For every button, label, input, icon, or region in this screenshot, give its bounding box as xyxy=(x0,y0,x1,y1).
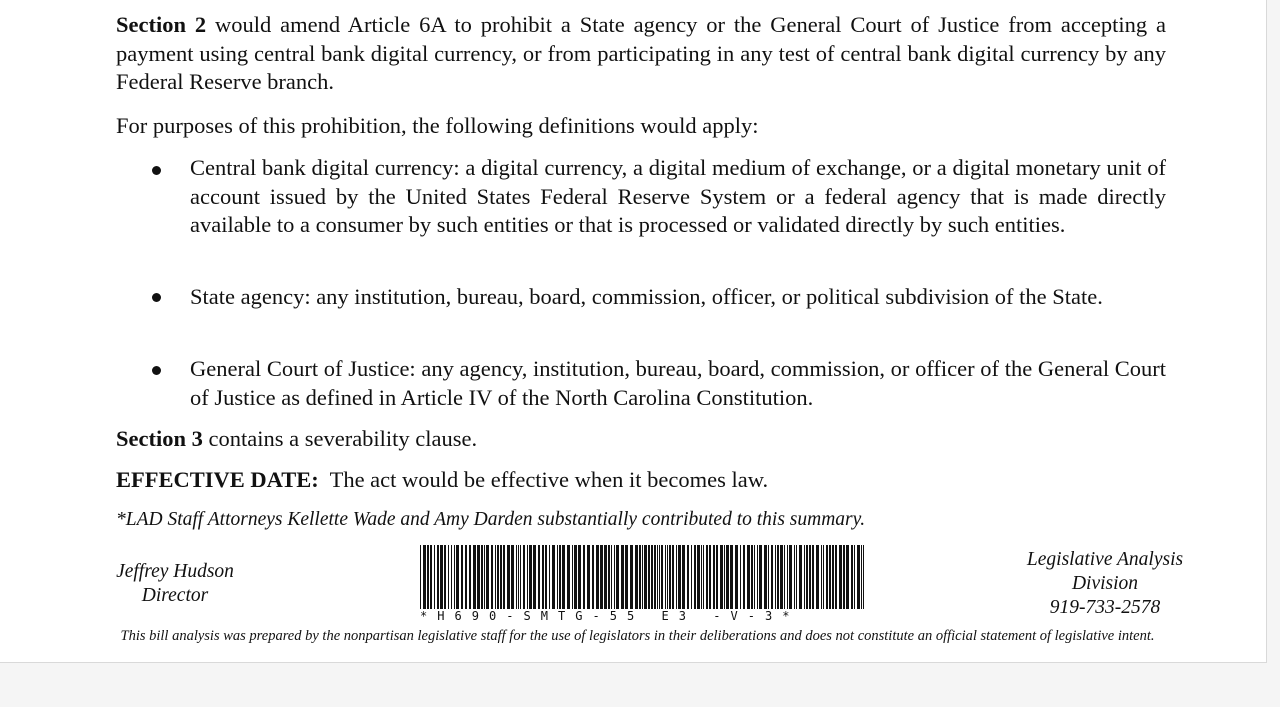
division-line1: Legislative Analysis xyxy=(1026,549,1184,570)
effective-date-paragraph xyxy=(116,466,1166,495)
footer-disclaimer: This bill analysis was prepared by the nonpartisan legislative staff for the use of legislators in their deliberations and does not constitute an official statement of legislative intent. xyxy=(120,628,1155,644)
barcode-image xyxy=(420,545,866,609)
definition-general-court: General Court of Justice: any agency, institution, bureau, board, commission, or officer of the General Court of Justice as defined in Article IV of the North Carolina Constitution. xyxy=(190,356,1166,410)
effective-date-label: EFFECTIVE DATE: xyxy=(116,467,319,492)
definition-state-agency: State agency: any institution, bureau, board, commission, officer, or political subdivision of the State. xyxy=(190,284,1103,309)
signature-name: Jeffrey Hudson xyxy=(116,561,234,582)
staff-note: *LAD Staff Attorneys Kellette Wade and Amy Darden substantially contributed to this summary. xyxy=(116,509,866,530)
division-block xyxy=(1010,548,1200,620)
definition-cbdc: Central bank digital currency: a digital currency, a digital medium of exchange, or a digital monetary unit of account issued by the United States Federal Reserve System or a federal agency that is made directly available to a consumer by such entities or that is processed or validated directly by such entities. xyxy=(190,155,1166,237)
section-3-paragraph xyxy=(116,425,1166,454)
bullet-icon xyxy=(152,366,161,375)
section-3-label: Section 3 xyxy=(116,426,203,451)
section-2-label: Section 2 xyxy=(116,12,207,37)
section-2-paragraph xyxy=(116,11,1166,97)
signature-block xyxy=(100,560,250,608)
purposes-intro: For purposes of this prohibition, the following definitions would apply: xyxy=(116,113,759,138)
section-2-text: would amend Article 6A to prohibit a State agency or the General Court of Justice from accepting a payment using central bank digital currency, or from participating in any test of central bank digital currency by any Federal Reserve branch. xyxy=(116,12,1166,94)
signature-title: Director xyxy=(141,585,209,606)
barcode-caption: * H 6 9 0 - S M T G - 5 5 E 3 - V - 3 * xyxy=(420,609,791,623)
bullet-icon xyxy=(152,293,161,302)
bullet-icon xyxy=(152,166,161,175)
viewer-margin xyxy=(1267,0,1280,707)
effective-date-text: The act would be effective when it becomes law. xyxy=(318,467,769,492)
division-line2: Division xyxy=(1071,573,1139,594)
division-phone: 919-733-2578 xyxy=(1049,597,1161,618)
section-3-text: contains a severability clause. xyxy=(202,426,478,451)
